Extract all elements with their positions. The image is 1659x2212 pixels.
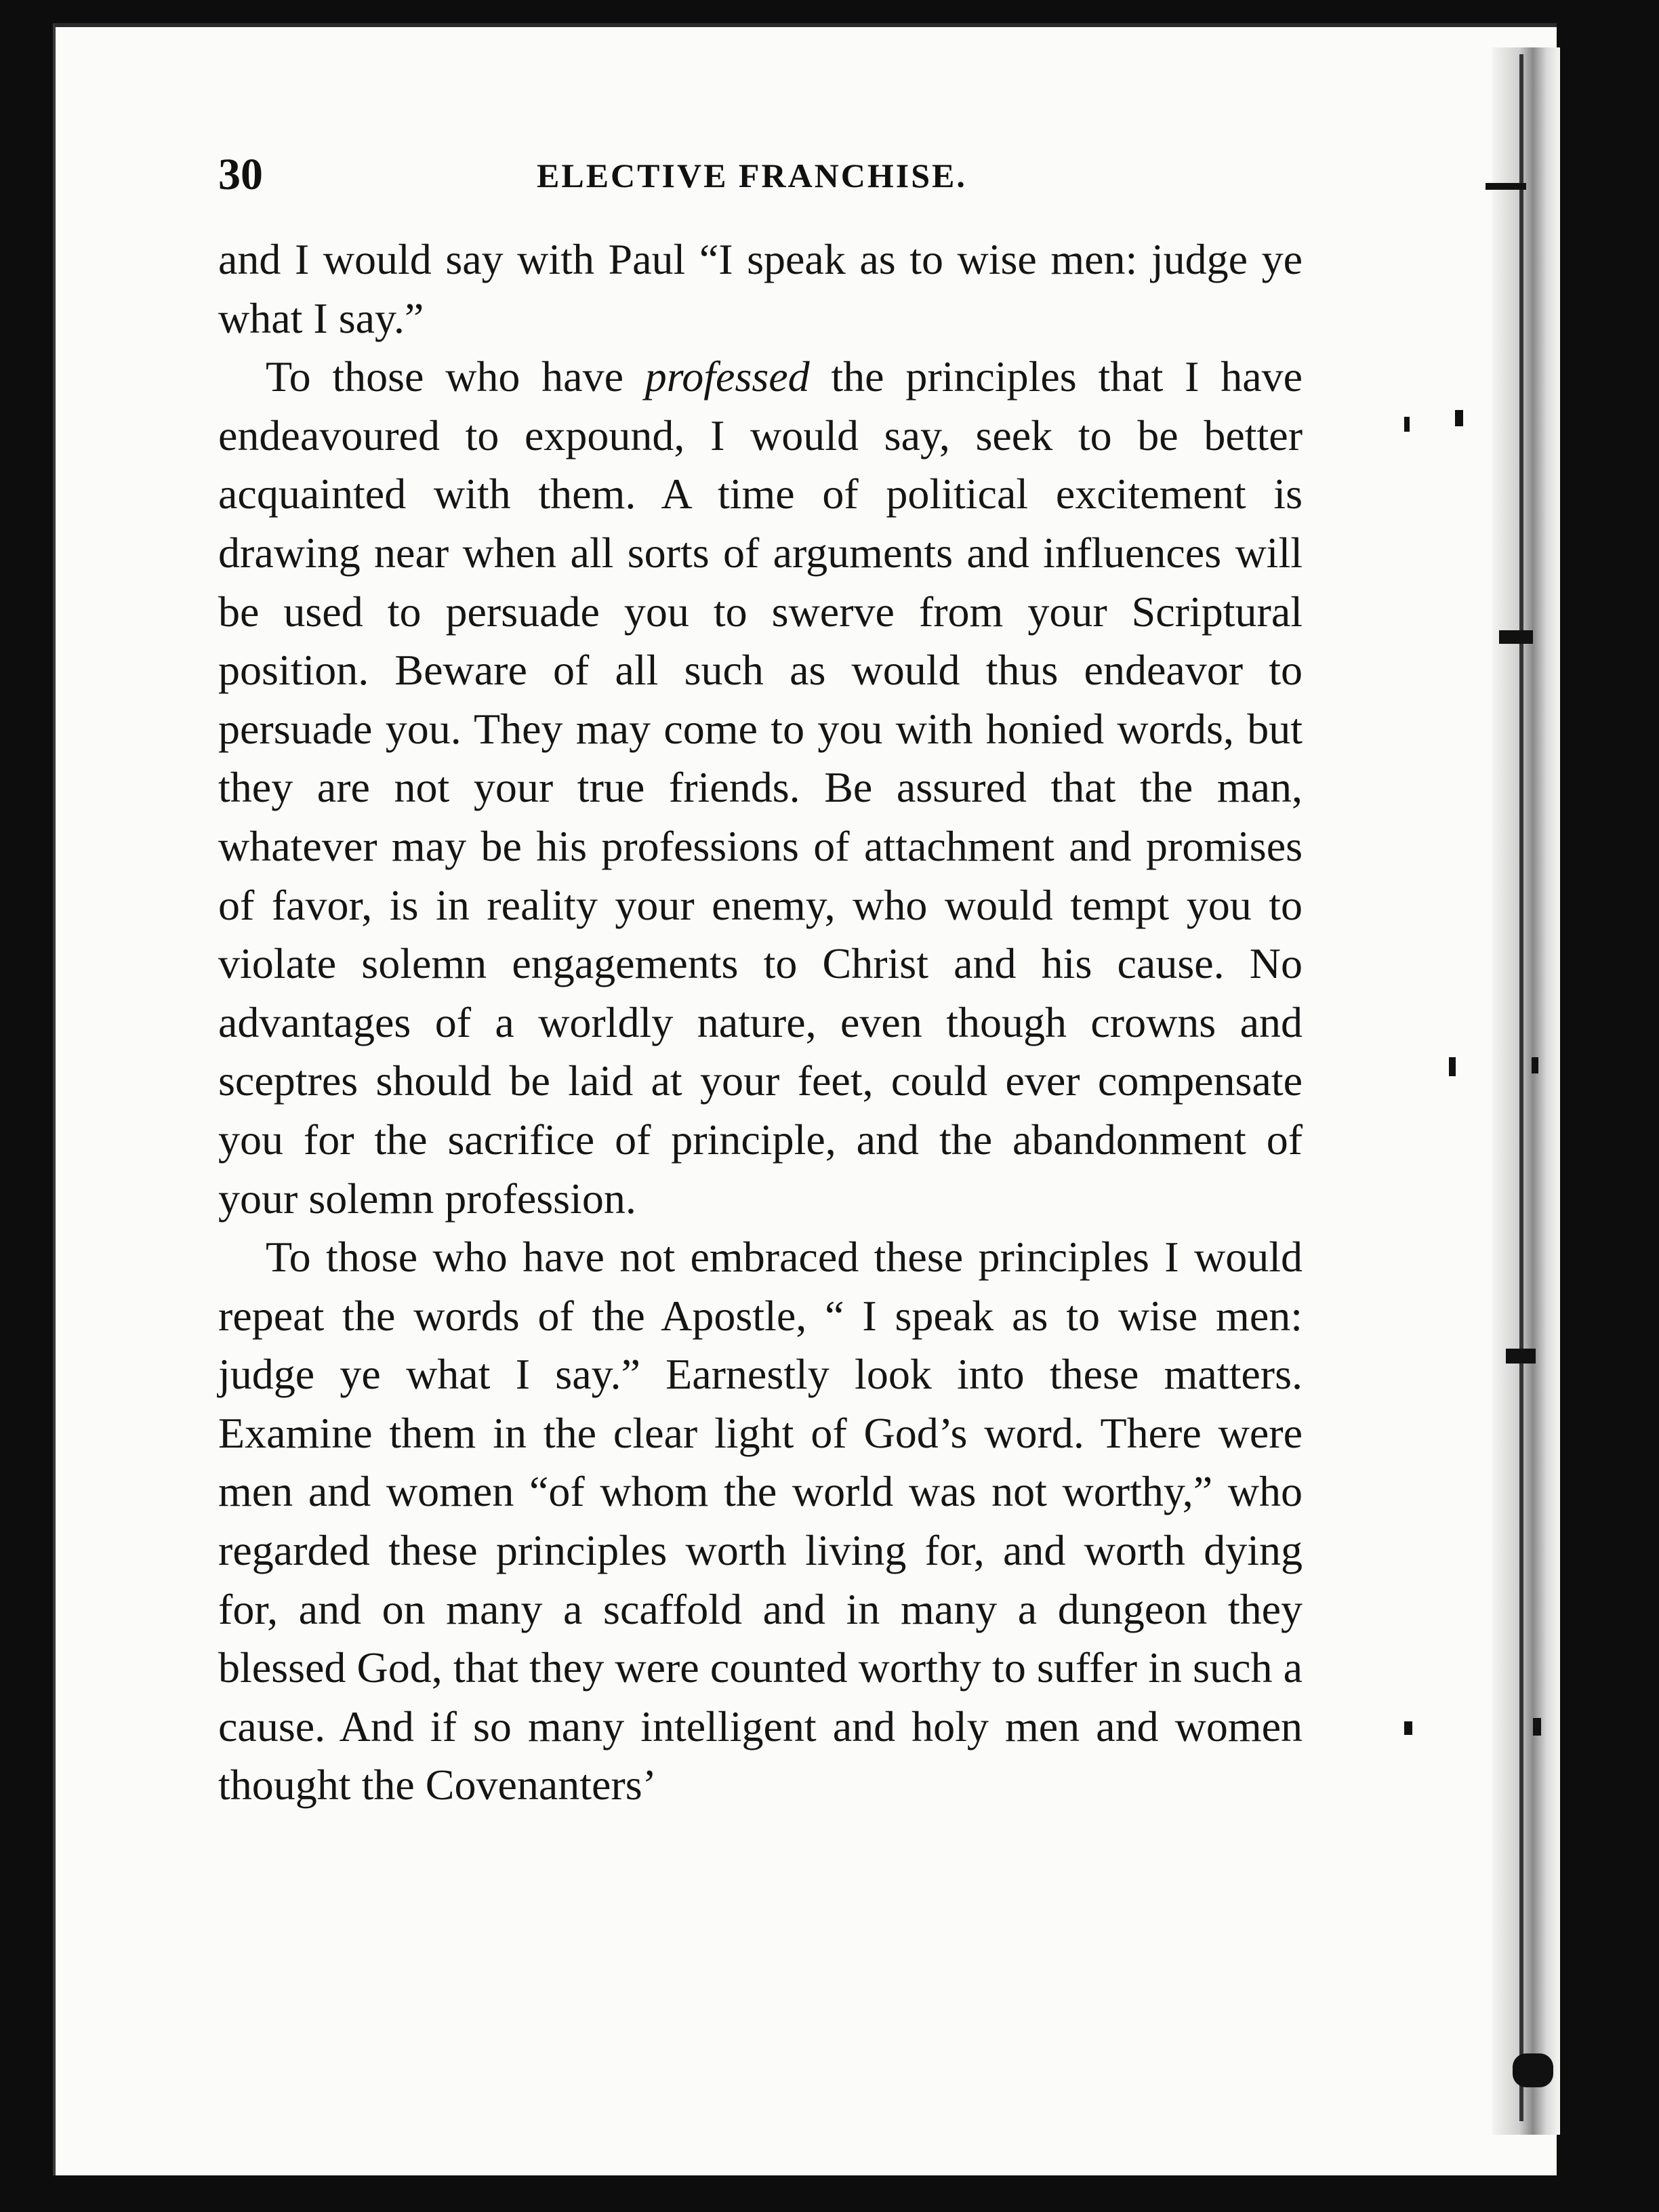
paragraph-professed (218, 348, 1303, 1228)
binding-mark (1486, 183, 1526, 190)
binding-mark (1455, 410, 1463, 426)
running-title: ELECTIVE FRANCHISE. (537, 157, 967, 194)
running-header (218, 149, 1303, 203)
paragraph-text: the principles that I have endeavoured to expound, I would say, seek to be better acquainted with them. A time of political excitement is drawing near when all sorts of arguments and influences will be used to persuade you to swerve from your Scriptural position. Beware of all such as would thus endeavor to persuade you. They may come to you with honied words, but they are not your true friends. Be assured that the man, whatever may be his professions of attachment and promises of favor, is in reality your enemy, who would tempt you to violate solemn engagements to Christ and his cause. No advantages of a worldly nature, even though crowns and sceptres should be laid at your feet, could ever compensate you for the sacrifice of principle, and the abandonment of your solemn profession. (218, 352, 1303, 1223)
binding-mark (1499, 630, 1533, 644)
binding-mark (1506, 1349, 1536, 1364)
paragraph-text: To those who have (266, 352, 645, 401)
page-number: 30 (218, 150, 263, 199)
binding-mark (1513, 2053, 1553, 2087)
binding-mark (1404, 1721, 1412, 1735)
binding-mark (1404, 417, 1410, 432)
binding-mark (1533, 1718, 1541, 1736)
paragraph-continued: and I would say with Paul “I speak as to wise men: judge ye what I say.” (218, 235, 1303, 342)
book-page (53, 23, 1557, 2175)
body-text (218, 230, 1303, 1815)
paragraph-not-embraced: To those who have not embraced these principles I would repeat the words of the Apostle, “ I speak as to wise men: judge ye what I say.” Earnestly look into these matters. Examine them in the clear light of God’s word. There were men and women “of whom the world was not worthy,” who regarded these principles worth living for, and worth dying for, and on many a scaffold and in many a dungeon they blessed God, that they were counted worthy to suffer in such a cause. And if so many intelligent and holy men and women thought the Covenanters’ (218, 1233, 1303, 1809)
binding-line (1519, 54, 1523, 2121)
binding-mark (1449, 1057, 1456, 1076)
binding-mark (1532, 1057, 1538, 1073)
page-gutter-shadow (1492, 47, 1560, 2135)
emphasized-word: professed (644, 352, 810, 401)
